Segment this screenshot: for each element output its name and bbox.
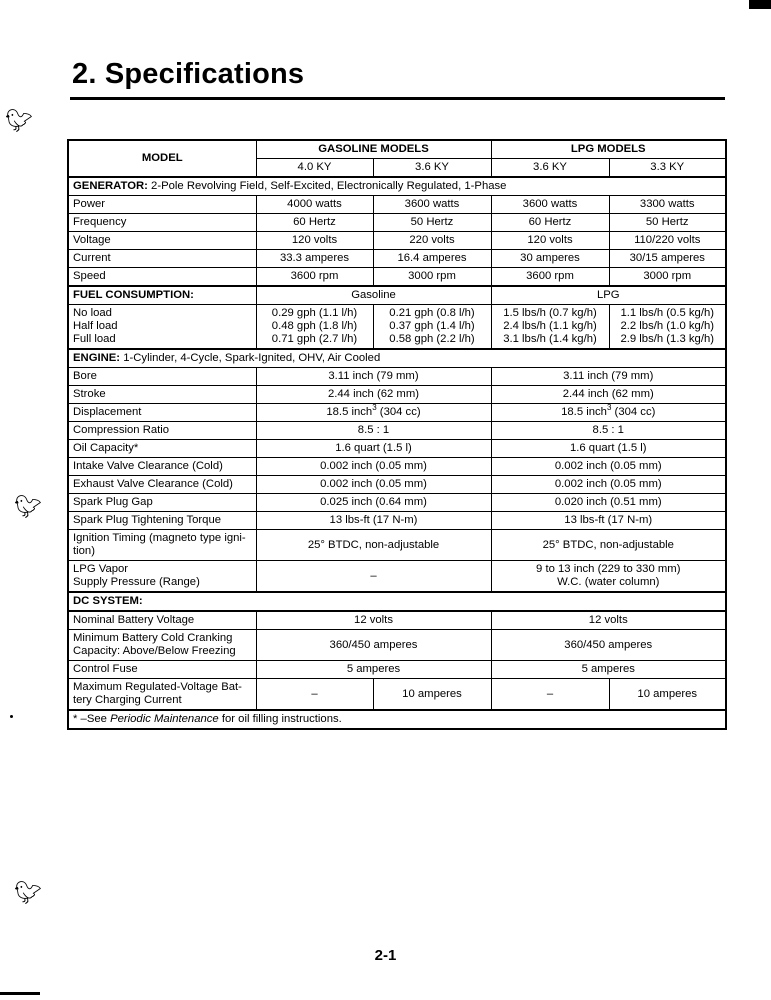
cell-value: 3600 watts — [491, 196, 609, 214]
row-label: Intake Valve Clearance (Cold) — [68, 458, 256, 476]
gasoline-value: 2.44 inch (62 mm) — [256, 386, 491, 404]
table-row — [68, 476, 726, 494]
cell-value: 50 Hertz — [609, 214, 726, 232]
table-row — [68, 630, 726, 661]
table-row — [68, 250, 726, 268]
table-row — [68, 458, 726, 476]
cell-value: 60 Hertz — [256, 214, 373, 232]
value-text: (304 cc) — [376, 406, 421, 418]
value-text: 18.5 inch — [326, 406, 373, 418]
dc-section-row — [68, 592, 726, 611]
table-row — [68, 404, 726, 422]
cell-value: 10 amperes — [609, 679, 726, 711]
lpg-value: 0.002 inch (0.05 mm) — [491, 458, 726, 476]
lpg-models-header: LPG MODELS — [491, 140, 726, 159]
page-title: 2. Specifications — [72, 58, 305, 90]
row-label: Control Fuse — [68, 661, 256, 679]
footnote — [68, 710, 726, 729]
gasoline-value: 3.11 inch (79 mm) — [256, 368, 491, 386]
table-row — [68, 561, 726, 593]
gasoline-models-header: GASOLINE MODELS — [256, 140, 491, 159]
footnote-reference: Periodic Maintenance — [110, 713, 219, 725]
gasoline-value: 25° BTDC, non-adjustable — [256, 530, 491, 561]
row-label: Exhaust Valve Clearance (Cold) — [68, 476, 256, 494]
fuel-values: 0.21 gph (0.8 l/h) 0.37 gph (1.4 l/h) 0.58 gph (2.2 l/h) — [373, 305, 491, 350]
model-label: MODEL — [68, 140, 256, 177]
model-name: 4.0 KY — [256, 159, 373, 178]
cell-value: 16.4 amperes — [373, 250, 491, 268]
fuel-values: 0.29 gph (1.1 l/h) 0.48 gph (1.8 l/h) 0.71 gph (2.7 l/h) — [256, 305, 373, 350]
row-label: Frequency — [68, 214, 256, 232]
gasoline-value: 8.5 : 1 — [256, 422, 491, 440]
cell-value: 10 amperes — [373, 679, 491, 711]
cell-value: – — [491, 679, 609, 711]
table-row — [68, 386, 726, 404]
lpg-value: 360/450 amperes — [491, 630, 726, 661]
gasoline-value: 0.002 inch (0.05 mm) — [256, 458, 491, 476]
row-label: Voltage — [68, 232, 256, 250]
generator-section — [68, 177, 726, 196]
title-rule — [70, 97, 725, 100]
cell-value: 220 volts — [373, 232, 491, 250]
cell-value: 3600 rpm — [256, 268, 373, 287]
footnote-row — [68, 710, 726, 729]
gasoline-value — [256, 404, 491, 422]
model-name: 3.6 KY — [373, 159, 491, 178]
model-name: 3.6 KY — [491, 159, 609, 178]
load-labels: No load Half load Full load — [68, 305, 256, 350]
row-label: Oil Capacity* — [68, 440, 256, 458]
cell-value: 3000 rpm — [373, 268, 491, 287]
table-row — [68, 611, 726, 630]
footnote-suffix: for oil filling instructions. — [218, 713, 342, 725]
lpg-value — [491, 404, 726, 422]
gasoline-value: 0.002 inch (0.05 mm) — [256, 476, 491, 494]
row-label: Stroke — [68, 386, 256, 404]
table-row — [68, 214, 726, 232]
footnote-prefix: * –See — [73, 713, 111, 725]
specifications-table — [67, 139, 727, 730]
section-description: 1-Cylinder, 4-Cycle, Spark-Ignited, OHV, Air Cooled — [120, 352, 381, 364]
gasoline-value: 13 lbs-ft (17 N-m) — [256, 512, 491, 530]
gasoline-value: 360/450 amperes — [256, 630, 491, 661]
engine-section — [68, 349, 726, 368]
cell-value: 4000 watts — [256, 196, 373, 214]
cell-value: – — [256, 679, 373, 711]
row-label: Maximum Regulated-Voltage Bat- tery Charging Current — [68, 679, 256, 711]
superscript: 3 — [372, 403, 377, 413]
fuel-values: 1.5 lbs/h (0.7 kg/h) 2.4 lbs/h (1.1 kg/h) 3.1 lbs/h (1.4 kg/h) — [491, 305, 609, 350]
lpg-value: 0.020 inch (0.51 mm) — [491, 494, 726, 512]
row-label: Displacement — [68, 404, 256, 422]
fuel-section-row — [68, 286, 726, 305]
cell-value: 3600 watts — [373, 196, 491, 214]
fuel-type-gasoline: Gasoline — [256, 286, 491, 305]
table-row — [68, 494, 726, 512]
table-row — [68, 661, 726, 679]
model-name: 3.3 KY — [609, 159, 726, 178]
fuel-values: 1.1 lbs/h (0.5 kg/h) 2.2 lbs/h (1.0 kg/h) 2.9 lbs/h (1.3 kg/h) — [609, 305, 726, 350]
cell-value: 3600 rpm — [491, 268, 609, 287]
table-row — [68, 530, 726, 561]
fuel-type-lpg: LPG — [491, 286, 726, 305]
cell-value: 30/15 amperes — [609, 250, 726, 268]
gasoline-value: 1.6 quart (1.5 l) — [256, 440, 491, 458]
table-row — [68, 440, 726, 458]
cell-value: 110/220 volts — [609, 232, 726, 250]
fuel-consumption-row — [68, 305, 726, 350]
scan-speck — [10, 715, 13, 718]
lpg-value: 8.5 : 1 — [491, 422, 726, 440]
section-heading: DC SYSTEM: — [68, 592, 726, 611]
cell-value: 3000 rpm — [609, 268, 726, 287]
row-label: Current — [68, 250, 256, 268]
row-label: Nominal Battery Voltage — [68, 611, 256, 630]
table-row — [68, 422, 726, 440]
model-header-row — [68, 140, 726, 159]
row-label: Compression Ratio — [68, 422, 256, 440]
cell-value: 120 volts — [256, 232, 373, 250]
row-label: Spark Plug Gap — [68, 494, 256, 512]
row-label: Power — [68, 196, 256, 214]
section-heading: GENERATOR: — [73, 180, 148, 192]
section-description: 2-Pole Revolving Field, Self-Excited, Electronically Regulated, 1-Phase — [147, 180, 507, 192]
row-label: Minimum Battery Cold Cranking Capacity: Above/Below Freezing — [68, 630, 256, 661]
lpg-value: 2.44 inch (62 mm) — [491, 386, 726, 404]
row-label: Ignition Timing (magneto type igni- tion) — [68, 530, 256, 561]
generator-section-row — [68, 177, 726, 196]
engine-section-row — [68, 349, 726, 368]
lpg-value: 0.002 inch (0.05 mm) — [491, 476, 726, 494]
lpg-value: 3.11 inch (79 mm) — [491, 368, 726, 386]
table-row — [68, 679, 726, 711]
section-heading: FUEL CONSUMPTION: — [68, 286, 256, 305]
superscript: 3 — [606, 403, 612, 413]
page-corner-mark — [749, 0, 771, 9]
cell-value: 33.3 amperes — [256, 250, 373, 268]
cell-value: 60 Hertz — [491, 214, 609, 232]
row-label: LPG Vapor Supply Pressure (Range) — [68, 561, 256, 593]
cell-value: 30 amperes — [491, 250, 609, 268]
lpg-value: 13 lbs-ft (17 N-m) — [491, 512, 726, 530]
table-row — [68, 196, 726, 214]
lpg-value: 1.6 quart (1.5 l) — [491, 440, 726, 458]
lpg-value: 12 volts — [491, 611, 726, 630]
table-row — [68, 512, 726, 530]
cell-value: 120 volts — [491, 232, 609, 250]
page-number: 2-1 — [374, 947, 397, 964]
binding-mark-icon: 🐦︎ — [14, 880, 42, 905]
cell-value: 50 Hertz — [373, 214, 491, 232]
lpg-value: 5 amperes — [491, 661, 726, 679]
binding-mark-icon: 🐦︎ — [14, 494, 42, 519]
cell-value: 3300 watts — [609, 196, 726, 214]
value-text: (304 cc) — [611, 406, 656, 418]
row-label: Speed — [68, 268, 256, 287]
binding-mark-icon: 🐦︎ — [5, 108, 33, 133]
gasoline-value: 5 amperes — [256, 661, 491, 679]
table-row — [68, 232, 726, 250]
gasoline-value: 0.025 inch (0.64 mm) — [256, 494, 491, 512]
value-text: 18.5 inch — [561, 406, 607, 418]
section-heading: ENGINE: — [73, 352, 121, 364]
lpg-value: 25° BTDC, non-adjustable — [491, 530, 726, 561]
gasoline-value: – — [256, 561, 491, 593]
row-label: Bore — [68, 368, 256, 386]
lpg-value: 9 to 13 inch (229 to 330 mm) W.C. (water column) — [491, 561, 726, 593]
scan-edge-mark — [0, 992, 40, 995]
table-row — [68, 268, 726, 287]
gasoline-value: 12 volts — [256, 611, 491, 630]
table-row — [68, 368, 726, 386]
row-label: Spark Plug Tightening Torque — [68, 512, 256, 530]
